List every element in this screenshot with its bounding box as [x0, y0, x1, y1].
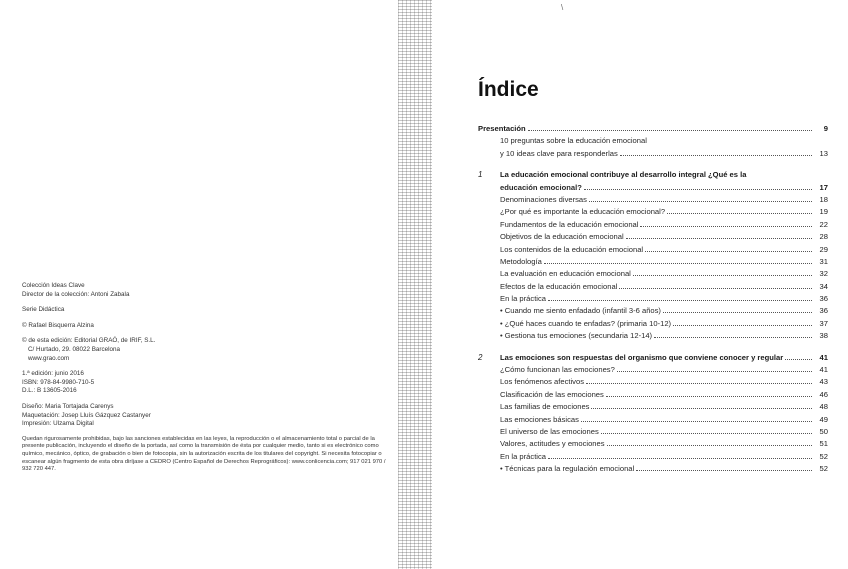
toc-leader — [607, 445, 812, 446]
toc-leader — [673, 325, 812, 326]
chapter-title-cont: educación emocional? — [500, 182, 582, 192]
publisher-address: C/ Hurtado, 29. 08022 Barcelona — [28, 345, 121, 353]
toc-leader — [601, 433, 812, 434]
toc-entry-page: 38 — [819, 331, 828, 341]
left-page — [0, 0, 400, 569]
chapter-heading-cont[interactable] — [478, 183, 828, 195]
toc-entry[interactable] — [478, 306, 828, 318]
toc-entry[interactable] — [478, 136, 828, 148]
toc-entry-page: 49 — [819, 414, 828, 424]
toc-leader — [528, 130, 812, 131]
toc-leader — [548, 458, 812, 459]
toc-entry-label: Valores, actitudes y emociones — [500, 439, 605, 449]
toc-entry-page: 18 — [819, 194, 828, 204]
toc-entry-label: y 10 ideas clave para responderlas — [500, 148, 618, 158]
toc-entry-page: 19 — [819, 207, 828, 217]
toc-leader — [548, 300, 812, 301]
toc-entry-page: 52 — [819, 464, 828, 474]
toc-entry[interactable] — [478, 220, 828, 232]
toc-entry[interactable] — [478, 124, 828, 136]
toc-entry[interactable] — [478, 245, 828, 257]
toc-entry-label: Metodología — [500, 256, 542, 266]
chapter-title: Las emociones son respuestas del organismo que conviene conocer y regular — [500, 352, 784, 362]
toc-leader — [663, 312, 812, 313]
toc-entry-label: En la práctica — [500, 451, 547, 461]
toc-leader — [667, 213, 812, 214]
toc-leader — [636, 470, 812, 471]
toc-leader — [589, 201, 812, 202]
serie: Serie Didáctica — [22, 306, 65, 314]
toc-entry-label: Presentación — [478, 124, 526, 133]
toc-leader — [617, 371, 812, 372]
toc-entry-page: 37 — [819, 318, 828, 328]
toc-entry-page: 46 — [819, 389, 828, 399]
toc-leader — [581, 421, 812, 422]
chapter-number: 2 — [478, 352, 483, 362]
toc-entry[interactable] — [478, 390, 828, 402]
toc-leader — [640, 226, 812, 227]
legal-deposit: D.L.: B 13605-2016 — [22, 387, 77, 395]
toc-entry-label: Las emociones básicas — [500, 414, 579, 424]
toc-entry-label: • Gestiona tus emociones (secundaria 12-14) — [500, 331, 653, 341]
publisher-web: www.grao.com — [28, 354, 70, 362]
chapter-number: 1 — [478, 170, 483, 180]
toc-entry[interactable] — [478, 415, 828, 427]
toc-entry-label: Los contenidos de la educación emocional — [500, 244, 644, 254]
toc-entry-label: Las familias de emociones — [500, 402, 590, 412]
chapter-page: 41 — [819, 352, 828, 362]
toc-entry-label: Los fenómenos afectivos — [500, 377, 585, 387]
toc-entry[interactable] — [478, 439, 828, 451]
toc-entry-page: 50 — [819, 426, 828, 436]
chapter-title: La educación emocional contribuye al desarrollo integral ¿Qué es la — [500, 170, 747, 180]
toc-entry[interactable] — [478, 452, 828, 464]
toc-entry-label: En la práctica — [500, 294, 547, 304]
toc-entry[interactable] — [478, 195, 828, 207]
toc-entry-page: 9 — [823, 124, 828, 133]
production-info — [22, 403, 392, 429]
toc-leader — [620, 155, 812, 156]
chapter-heading[interactable] — [478, 170, 828, 182]
chapter-heading[interactable] — [478, 353, 828, 365]
toc-leader — [633, 275, 812, 276]
edition: 1.ª edición: junio 2016 — [22, 370, 84, 378]
copyright-author: © Rafael Bisquerra Alzina — [22, 321, 94, 329]
toc-leader — [626, 238, 812, 239]
toc-entry-label: • ¿Qué haces cuando te enfadas? (primaria 10-12) — [500, 318, 672, 328]
toc-leader — [591, 408, 812, 409]
toc-leader — [606, 396, 812, 397]
toc-entry-label: • Técnicas para la regulación emocional — [500, 464, 635, 474]
toc-entry-page: 32 — [819, 269, 828, 279]
toc-entry-label: • Cuando me siento enfadado (infantil 3-6 años) — [500, 306, 661, 316]
toc-entry-label: 10 preguntas sobre la educación emocional — [500, 136, 647, 146]
toc-entry-page: 29 — [819, 244, 828, 254]
toc-entry[interactable] — [478, 232, 828, 244]
edition-info — [22, 370, 392, 396]
design-credit: Diseño: Maria Tortajada Carenys — [22, 402, 114, 410]
toc-entry-page: 51 — [819, 439, 828, 449]
toc-entry-label: Efectos de la educación emocional — [500, 281, 618, 291]
toc-entry-label: La evaluación en educación emocional — [500, 269, 631, 279]
toc-leader — [544, 263, 812, 264]
publisher-name: © de esta edición: Editorial GRAÓ, de IRIF, S.L. — [22, 337, 156, 345]
toc-entry[interactable] — [478, 319, 828, 331]
toc-entry[interactable] — [478, 402, 828, 414]
toc-entry-page: 34 — [819, 281, 828, 291]
corner-mark: \ — [561, 3, 564, 12]
toc-entry-label: ¿Por qué es importante la educación emocional? — [500, 207, 666, 217]
toc-entry[interactable] — [478, 257, 828, 269]
toc-entry[interactable] — [478, 294, 828, 306]
toc-entry[interactable] — [478, 282, 828, 294]
book-gutter — [398, 0, 432, 569]
toc-entry[interactable] — [478, 269, 828, 281]
toc-entry[interactable] — [478, 365, 828, 377]
toc-entry-page: 28 — [819, 232, 828, 242]
toc-entry-page: 43 — [819, 377, 828, 387]
toc-entry[interactable] — [478, 377, 828, 389]
toc-entry[interactable] — [478, 331, 828, 343]
publisher-info — [22, 337, 392, 363]
toc-entry-page: 52 — [819, 451, 828, 461]
collection-info — [22, 282, 392, 299]
toc-entry[interactable] — [478, 207, 828, 219]
toc-leader — [785, 359, 812, 360]
toc-leader — [645, 251, 812, 252]
toc-leader — [586, 383, 812, 384]
toc-entry-label: ¿Cómo funcionan las emociones? — [500, 365, 615, 375]
toc-entry-label: Fundamentos de la educación emocional — [500, 219, 639, 229]
isbn: ISBN: 978-84-9980-710-5 — [22, 378, 95, 386]
collection-name: Colección Ideas Clave — [22, 282, 85, 289]
toc-entry-page: 48 — [819, 402, 828, 412]
toc-entry-page: 36 — [819, 306, 828, 316]
toc-entry-page: 22 — [819, 219, 828, 229]
toc-entry-page: 41 — [819, 365, 828, 375]
toc-leader — [584, 189, 812, 190]
layout-credit: Maquetación: Josep Lluís Gázquez Castanyer — [22, 411, 151, 419]
table-of-contents — [478, 124, 828, 477]
page-title: Índice — [478, 78, 539, 101]
toc-entry-page: 13 — [819, 148, 828, 158]
toc-leader — [654, 337, 812, 338]
toc-entry[interactable] — [478, 427, 828, 439]
toc-entry-label: Clasificación de las emociones — [500, 389, 604, 399]
credits-block — [22, 282, 392, 474]
toc-entry-label: Objetivos de la educación emocional — [500, 232, 624, 242]
toc-entry[interactable] — [478, 464, 828, 476]
toc-leader — [619, 288, 812, 289]
toc-entry-label: Denominaciones diversas — [500, 194, 587, 204]
chapter-page: 17 — [819, 182, 828, 192]
print-credit: Impresión: Ulzama Digital — [22, 420, 94, 428]
toc-entry[interactable] — [478, 149, 828, 161]
collection-director: Director de la colección: Antoni Zabala — [22, 290, 130, 298]
toc-entry-page: 36 — [819, 294, 828, 304]
toc-entry-label: El universo de las emociones — [500, 426, 599, 436]
toc-entry-page: 31 — [819, 256, 828, 266]
legal-notice: Quedan rigurosamente prohibidas, bajo las sanciones establecidas en las leyes, la reproducción o el almacenamiento total o parcial de la presente publicación, incluyendo el diseño de la portada, así como la transmisión de ésta por cualquier medio, tanto si es electrónico como químico, mecánico, óptico, de grabación o bien de fotocopia, sin la autorización escrita de los titulares del copyright. Si necesita fotocopiar o escanear algún fragmento de esta obra diríjase a CEDRO (Centro Español de Derechos Reprográficos): www.conlicencia.com; 917 021 970 / 932 720 447. — [22, 435, 386, 473]
